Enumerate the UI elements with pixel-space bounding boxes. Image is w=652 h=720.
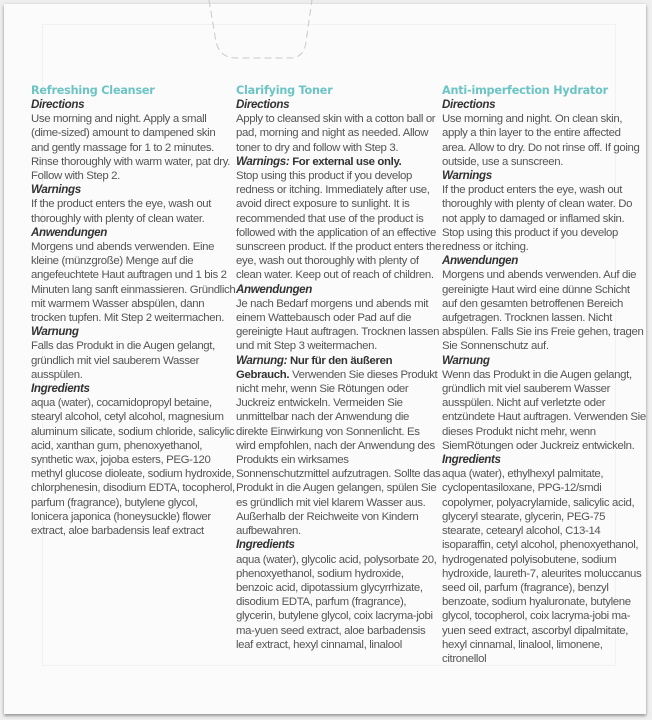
section-heading-anwendungen: Anwendungen (31, 225, 108, 239)
section-heading-warnung: Warnung (236, 353, 284, 367)
section-text-warnung: Verwenden Sie dieses Produkt nicht mehr, wenn Sie Rötungen oder Juckreiz entwickeln. Vermeiden Sie unmittelbar nach der Anwendung die direkte Einwirkung von Sonnenlicht. Es wird empfohlen, nach der Anwendung des Produkts ein wirksames Sonnenschutzmittel aufzutragen. Sollte das Produkt in die Augen gelangen, spülen Sie es gründlich mit viel klarem Wasser aus. Außerhalb der Reichweite von Kindern aufbewahren. (236, 368, 441, 538)
column-anti-imperfection-hydrator (442, 84, 647, 666)
section-heading-directions: Directions (31, 98, 85, 111)
section-heading-ingredients: Ingredients (31, 382, 90, 396)
section-heading-warnings: Warnings (442, 169, 492, 183)
section-warnung: Warnung: Nur für den äußeren Gebrauch. Verwenden Sie dieses Produkt nicht mehr, wenn Sie Rötungen oder Juckreiz entwickeln. Vermeiden Sie unmittelbar nach der Anwendung die direkte Einwirkung von Sonnenlicht. Es wird empfohlen, nach der Anwendung des Produkts ein wirksames Sonnenschutzmittel aufzutragen. Sollte das Produkt in die Augen gelangen, spülen Sie es gründlich mit viel klarem Wasser aus. Außerhalb der Reichweite von Kindern aufbewahren. (236, 353, 441, 538)
section-heading-warnings: Warnings (31, 183, 81, 197)
section-heading-warnings: Warnings (236, 154, 286, 168)
product-title: Refreshing Cleanser (31, 84, 155, 97)
section-heading-anwendungen: Anwendungen (236, 282, 313, 296)
section-heading-ingredients: Ingredients (236, 538, 295, 552)
section-heading-warnung: Warnung (442, 353, 490, 367)
section-text-anwendungen: Je nach Bedarf morgens und abends mit einem Wattebausch oder Pad auf die gereinigte Haut auftragen. Trocknen lassen und mit Step 3 weitermachen. (236, 297, 440, 353)
section-warnings: Warnings: For external use only. Stop using this product if you develop redness or itching. Immediately after use, avoid direct exposure to sunlight. It is recommended that use of the product is followed with the application of an effective sunscreen product. If the product enters the eye, wash out thoroughly with plenty of clean water. Keep out of reach of children. (236, 154, 441, 282)
section-heading-ingredients: Ingredients (442, 453, 501, 467)
column-clarifying-toner (236, 84, 441, 652)
section-text-warnings: If the product enters the eye, wash out thoroughly with plenty of clean water. (31, 198, 212, 225)
warnung-bold-lead: Nur für den äußeren Gebrauch. (236, 354, 393, 381)
section-text-anwendungen: Morgens und abends verwenden. Auf die gereinigte Haut wird eine dünne Schicht auf den gesamten betroffenen Bereich aufgetragen. Trocknen lassen. Nicht abspülen. Falls Sie ins Freie gehen, tragen Sie Sonnenschutz auf. (442, 269, 644, 353)
product-title: Anti-imperfection Hydrator (442, 84, 608, 97)
section-heading-anwendungen: Anwendungen (442, 254, 519, 268)
die-cut-tab-outline (0, 0, 652, 70)
product-title: Clarifying Toner (236, 84, 333, 97)
section-text-warnung: Falls das Produkt in die Augen gelangt, gründlich mit viel sauberem Wasser ausspülen. (31, 340, 215, 381)
section-text-directions: Apply to cleansed skin with a cotton ball or pad, morning and night as needed. Allow toner to dry and follow with Step 3. (236, 113, 436, 154)
section-text-warnung: Wenn das Produkt in die Augen gelangt, gründlich mit viel sauberem Wasser ausspülen. Nicht auf verletzte oder entzündete Haut auftragen. Verwenden Sie dieses Produkt nicht mehr, wenn SiemRötungen oder Juckreiz entwickeln. (442, 368, 646, 452)
warnings-bold-lead: For external use only. (292, 155, 402, 168)
section-heading-directions: Directions (442, 98, 496, 111)
section-heading-warnung: Warnung (31, 325, 79, 339)
section-text-ingredients: aqua (water), cocamidopropyl betaine, stearyl alcohol, cetyl alcohol, magnesium aluminum silicate, sodium chloride, salicylic acid, xanthan gum, phenoxyethanol, synthetic wax, jojoba esters, PEG-120 methyl glucose dioleate, sodium hydroxide, chlorphenesin, disodium EDTA, tocopherol, parfum (fragrance), butylene glycol, lonicera japonica (honeysuckle) flower extract, aloe barbadensis leaf extract (31, 397, 235, 538)
section-heading-directions: Directions (236, 98, 290, 111)
section-text-ingredients: aqua (water), glycolic acid, polysorbate 20, phenoxyethanol, sodium hydroxide, benzoic acid, dipotassium glycyrrhizate, disodium EDTA, parfum (fragrance), glycerin, butylene glycol, coix lacryma-jobi ma-yuen seed extract, aloe barbadensis leaf extract, hexyl cinnamal, linalool (236, 553, 437, 651)
section-text-directions: Use morning and night. Apply a small (dime-sized) amount to dampened skin and gently massage for 1 to 2 minutes. Rinse thoroughly with warm water, pat dry. Follow with Step 2. (31, 113, 231, 183)
column-refreshing-cleanser (31, 84, 236, 538)
section-text-warnings: Stop using this product if you develop redness or itching. Immediately after use, avoid direct exposure to sunlight. It is recommended that use of the product is followed with the application of an effective sunscreen product. If the product enters the eye, wash out thoroughly with plenty of clean water. Keep out of reach of children. (236, 170, 441, 282)
section-text-warnings: If the product enters the eye, wash out thoroughly with plenty of clean water. Do not apply to damaged or inflamed skin. Stop using this product if you develop redness or itching. (442, 184, 633, 254)
section-text-directions: Use morning and night. On clean skin, apply a thin layer to the entire affected area. Allow to dry. Do not rinse off. If going outside, use a sunscreen. (442, 113, 640, 168)
section-text-anwendungen: Morgens und abends verwenden. Eine kleine (münzgroße) Menge auf die angefeuchtete Haut auftragen und 1 bis 2 Minuten lang sanft einmassieren. Gründlich mit warmem Wasser abspülen, dann trocken tupfen. Mit Step 2 weitermachen. (31, 241, 236, 325)
section-text-ingredients: aqua (water), ethylhexyl palmitate, cyclopentasiloxane, PPG-12/smdi copolymer, polyacrylamide, salicylic acid, glyceryl stearate, glycerin, PEG-75 stearate, cetearyl alcohol, C13-14 isoparaffin, cetyl alcohol, phenoxyethanol, hydrogenated polyisobutene, sodium hydroxide, laureth-7, aleurites moluccanus seed oil, parfum (fragrance), benzyl benzoate, sodium hyaluronate, butylene glycol, tocopherol, coix lacryma-jobi ma-yuen seed extract, ascorbyl dipalmitate, hexyl cinnamal, linalool, limonene, citronellol (442, 468, 642, 665)
